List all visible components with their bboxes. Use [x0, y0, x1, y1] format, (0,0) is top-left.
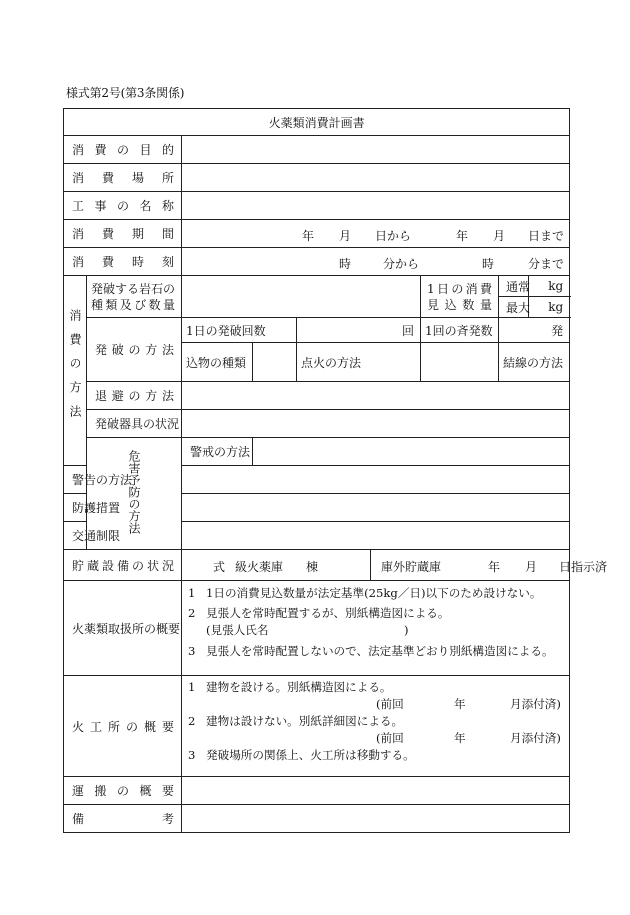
- storage-kyu: 級火薬庫: [235, 560, 284, 574]
- input-equipment[interactable]: [182, 410, 570, 438]
- watchman-line: [188, 622, 565, 639]
- input-purpose[interactable]: [182, 136, 570, 164]
- handling-option-3[interactable]: [188, 643, 565, 660]
- fire-attached-line-2: [188, 730, 565, 747]
- time-from: 分から: [383, 257, 420, 271]
- handling-text-3: 見張人を常時配置しないので、法定基準どおり別紙構造図による。: [206, 644, 554, 658]
- period-until: 日まで: [528, 229, 565, 243]
- group-label-method: [64, 276, 87, 466]
- handling-text-2: 見張人を常時配置するが、別紙構造図による。: [206, 606, 450, 620]
- input-warning[interactable]: [182, 466, 570, 494]
- input-max-kg[interactable]: [529, 297, 570, 318]
- label-normal: 通常: [499, 276, 529, 297]
- input-period[interactable]: [182, 220, 570, 248]
- input-time[interactable]: [182, 248, 570, 276]
- fire-place-options[interactable]: [182, 676, 570, 777]
- form-title: 火薬類消費計画書: [64, 109, 570, 136]
- fire-year-2: 年: [454, 731, 466, 745]
- label-evacuation: 退避の方法: [87, 382, 182, 410]
- fire-attached-line-1: [188, 696, 565, 713]
- label-handling: 火薬類取扱所の概要: [64, 581, 182, 676]
- period-month2: 月: [493, 229, 506, 243]
- handling-option-2[interactable]: [188, 605, 565, 622]
- period-month1: 月: [339, 229, 352, 243]
- prevention-group-text: 危害予防の方法: [127, 450, 141, 534]
- input-transport[interactable]: [182, 777, 570, 805]
- input-normal-kg[interactable]: [529, 276, 570, 297]
- label-time: 消費時刻: [64, 248, 182, 276]
- label-transport: 運搬の概要: [64, 777, 182, 805]
- period-year2: 年: [456, 229, 469, 243]
- time-until: 分まで: [528, 257, 565, 271]
- label-rock-type: 発破する岩石の種類及び数量: [87, 276, 182, 318]
- watchman-open: (見張人氏名: [206, 623, 269, 637]
- fire-num-1: 1: [188, 680, 196, 694]
- time-hour2: 時: [482, 257, 495, 271]
- label-period: 消費期間: [64, 220, 182, 248]
- input-per-blast[interactable]: [499, 318, 570, 343]
- label-traffic: 交通制限: [64, 522, 87, 550]
- period-year1: 年: [302, 229, 315, 243]
- storage-shiki: 式: [213, 560, 226, 574]
- fire-text-3: 発破場所の関係上、火工所は移動する。: [206, 748, 415, 762]
- input-traffic[interactable]: [182, 522, 570, 550]
- input-daily-blasts[interactable]: [297, 318, 421, 343]
- fire-num-2: 2: [188, 714, 196, 728]
- label-place: 消費場所: [64, 164, 182, 192]
- input-place[interactable]: [182, 164, 570, 192]
- fire-num-3: 3: [188, 748, 196, 762]
- fire-option-2[interactable]: [188, 713, 565, 730]
- label-per-blast: 1回の斉発数: [421, 318, 499, 343]
- unit-times: 回: [401, 323, 414, 338]
- input-evacuation[interactable]: [182, 382, 570, 410]
- handling-num-2: 2: [188, 606, 196, 620]
- time-hour1: 時: [339, 257, 352, 271]
- fire-option-3[interactable]: [188, 747, 565, 764]
- label-fire-place: 火工所の概要: [64, 676, 182, 777]
- handling-text-1: 1日の消費見込数量が法定基準(25kg／日)以下のため設けない。: [206, 586, 542, 600]
- input-protection[interactable]: [182, 494, 570, 522]
- handling-num-1: 1: [188, 586, 196, 600]
- label-protection: 防護措置: [64, 494, 87, 522]
- fire-prev-1: (前回: [376, 697, 404, 711]
- input-remarks[interactable]: [182, 805, 570, 833]
- unit-kg-normal: kg: [548, 279, 564, 293]
- label-purpose: 消費の目的: [64, 136, 182, 164]
- storage-designated: 日指示済: [559, 560, 608, 574]
- label-warning: 警告の方法: [64, 466, 87, 494]
- form-number: 様式第2号(第3条関係): [66, 86, 185, 100]
- storage-month: 月: [525, 560, 538, 574]
- fire-attached-2: 月添付済): [510, 731, 561, 745]
- label-charge-type: 込物の種類: [182, 343, 253, 382]
- fire-prev-2: (前回: [376, 731, 404, 745]
- label-work-name: 工事の名称: [64, 192, 182, 220]
- method-group-text: 消費の方法: [68, 309, 82, 429]
- input-storage-outside[interactable]: [371, 550, 608, 581]
- label-daily-blasts: 1日の発破回数: [182, 318, 297, 343]
- explosives-consumption-plan-table: [63, 108, 608, 833]
- period-from: 日から: [375, 229, 412, 243]
- label-daily-quantity: 1日の消費見込数量: [421, 276, 499, 318]
- handling-option-1[interactable]: [188, 585, 565, 602]
- fire-text-2: 建物は設けない。別紙詳細図による。: [206, 714, 404, 728]
- storage-tou: 棟: [306, 560, 319, 574]
- input-guard[interactable]: [253, 438, 570, 466]
- input-ignition[interactable]: [421, 343, 499, 382]
- fire-attached-1: 月添付済): [510, 697, 561, 711]
- label-storage: 貯蔵設備の状況: [64, 550, 182, 581]
- storage-year: 年: [488, 560, 501, 574]
- label-equipment: 発破器具の状況: [87, 410, 182, 438]
- label-wiring: 結線の方法: [499, 343, 570, 382]
- storage-outside: 庫外貯蔵庫: [381, 560, 442, 574]
- label-max: 最大: [499, 297, 529, 318]
- unit-shots: 発: [551, 323, 564, 338]
- fire-year-1: 年: [454, 697, 466, 711]
- label-blast-method: 発破の方法: [87, 318, 182, 382]
- label-ignition: 点火の方法: [297, 343, 421, 382]
- label-remarks: 備考: [64, 805, 182, 833]
- handling-num-3: 3: [188, 644, 196, 658]
- input-storage-magazine[interactable]: [182, 550, 371, 581]
- handling-options[interactable]: [182, 581, 570, 676]
- fire-option-1[interactable]: [188, 679, 565, 696]
- input-work-name[interactable]: [182, 192, 570, 220]
- unit-kg-max: kg: [548, 300, 564, 314]
- input-charge-type[interactable]: [253, 343, 297, 382]
- watchman-close: ): [404, 623, 409, 637]
- input-rock-type[interactable]: [182, 276, 421, 318]
- fire-text-1: 建物を設ける。別紙構造図による。: [206, 680, 392, 694]
- label-guard: 警戒の方法: [182, 438, 253, 466]
